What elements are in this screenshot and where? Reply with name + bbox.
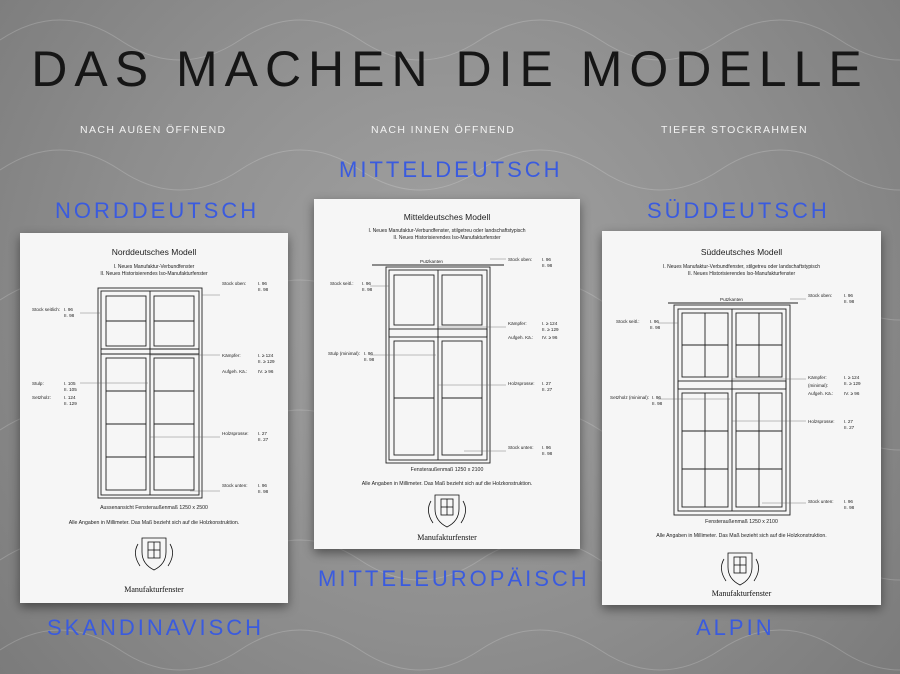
value-setzholz-1: I. 124 (64, 395, 76, 400)
value-holzsprosse-2: II. 27 (258, 437, 269, 442)
value-aufgeh: IV. ≥ 96 (258, 369, 274, 374)
label-setzholz: Setzholz: (32, 395, 51, 400)
value-stock-seitlich-1: I. 96 (64, 307, 73, 312)
label-kaempfer: Kämpfer: (508, 321, 527, 326)
value-setzholz-2: II. 98 (652, 401, 663, 406)
value-stock-oben-2: II. 98 (258, 287, 269, 292)
value-stock-oben-2: II. 98 (542, 263, 553, 268)
value-stulp-2: II. 105 (64, 387, 77, 392)
sheet-line-2: II. Neues Historisierendes Iso-Manufakturfenster (687, 271, 796, 277)
label-putzkanten: Putzkanten (720, 297, 743, 302)
value-stock-oben-1: I. 96 (844, 293, 853, 298)
label-stock-seitlich: Stock seitl.: (616, 319, 640, 324)
sheet-line-1: I. Neues Manufaktur-Verbundfenster (113, 264, 195, 270)
value-aufgeh: IV. ≥ 96 (844, 391, 860, 396)
sheet-title: Norddeutsches Modell (111, 247, 197, 257)
label-kaempfer: Kämpfer: (222, 353, 241, 358)
sheet-line-2: II. Neues Historisierendes Iso-Manufakturfenster (100, 271, 208, 277)
footnote: Alle Angaben in Millimeter. Das Maß bezieht sich auf die Holzkonstruktion. (361, 481, 533, 487)
value-stulp-1: I. 105 (64, 381, 76, 386)
label-mitteleuropaeisch: MITTELEUROPÄISCH (318, 566, 590, 591)
label-sueddeutsch: SÜDDEUTSCH (647, 198, 830, 223)
sheet-mitteldeutsches-modell (314, 199, 580, 549)
value-stock-seitlich-2: II. 98 (362, 287, 373, 292)
label-norddeutsch: NORDDEUTSCH (55, 198, 260, 223)
label-aufgeh: Aufgeh. Kä.: (808, 391, 834, 396)
label-holzsprosse: Holzsprosse: (508, 381, 535, 386)
window-drawing-sued (602, 231, 881, 605)
label-stock-seitlich: Stock seitlich: (32, 307, 61, 312)
value-kaempfer-1: I. ≥ 124 (542, 321, 558, 326)
label-holzsprosse: Holzsprosse: (808, 419, 835, 424)
label-skandinavisch: SKANDINAVISCH (47, 615, 265, 640)
value-stock-unten-2: II. 98 (258, 489, 269, 494)
value-holzsprosse-1: I. 27 (258, 431, 267, 436)
label-stock-unten: Stock unten: (508, 445, 534, 450)
sheet-title: Mitteldeutsches Modell (403, 212, 491, 222)
value-kaempfer-2: II. ≥ 129 (844, 381, 861, 386)
label-stulp: Stulp (minimal): (328, 351, 360, 356)
crest-logo (721, 553, 758, 585)
label-stock-oben: Stock oben: (508, 257, 533, 262)
value-holzsprosse-2: II. 27 (844, 425, 855, 430)
value-stock-seitlich-2: II. 98 (650, 325, 661, 330)
subtitle-outward: NACH AUßEN ÖFFNEND (80, 124, 227, 136)
value-kaempfer-2: II. ≥ 129 (258, 359, 275, 364)
value-kaempfer-1: I. ≥ 124 (258, 353, 274, 358)
brand-name: Manufakturfenster (711, 589, 772, 598)
footnote: Alle Angaben in Millimeter. Das Maß bezieht sich auf die Holzkonstruktion. (656, 533, 827, 539)
measure-text: Fensteraußenmaß 1250 x 2100 (410, 467, 484, 473)
value-stock-unten-1: I. 96 (844, 499, 853, 504)
value-stock-unten-1: I. 96 (258, 483, 267, 488)
value-kaempfer-1: I. ≥ 124 (844, 375, 860, 380)
sheet-line-1: I. Neues Manufaktur-Verbundfenster, stilgetreu oder landschaftstypisch (368, 228, 526, 234)
brand-name: Manufakturfenster (124, 585, 184, 594)
label-stock-unten: Stock unten: (808, 499, 834, 504)
window-drawing-nord (20, 233, 288, 603)
value-stock-oben-2: II. 98 (844, 299, 855, 304)
value-stock-unten-2: II. 98 (542, 451, 553, 456)
value-stock-seitlich-2: II. 98 (64, 313, 75, 318)
value-setzholz-1: I. 96 (652, 395, 661, 400)
label-alpin: ALPIN (696, 615, 775, 640)
sheet-title: Süddeutsches Modell (700, 247, 783, 257)
crest-logo (428, 495, 465, 527)
value-stock-unten-1: I. 96 (542, 445, 551, 450)
label-minimal: (minimal): (808, 383, 829, 388)
window-drawing-mittel (314, 199, 580, 549)
sheet-sueddeutsches-modell (602, 231, 881, 605)
value-stock-unten-2: II. 98 (844, 505, 855, 510)
brand-name: Manufakturfenster (417, 533, 477, 542)
value-holzsprosse-1: I. 27 (542, 381, 551, 386)
value-setzholz-2: II. 129 (64, 401, 77, 406)
label-stock-oben: Stock oben: (222, 281, 247, 286)
measure-text: Fensteraußenmaß 1250 x 2100 (705, 519, 778, 525)
label-putzkanten: Putzkanten (420, 259, 443, 264)
label-aufgeh: Aufgeh. Kä.: (222, 369, 248, 374)
label-mitteldeutsch: MITTELDEUTSCH (339, 157, 563, 182)
value-stock-seitlich-1: I. 96 (362, 281, 371, 286)
label-setzholz: Setzholz (minimal): (610, 395, 650, 400)
label-stock-seitlich: Stock seitl.: (330, 281, 354, 286)
value-holzsprosse-2: II. 27 (542, 387, 553, 392)
label-stock-oben: Stock oben: (808, 293, 833, 298)
value-stulp-2: II. 98 (364, 357, 375, 362)
value-stock-oben-1: I. 96 (542, 257, 551, 262)
measure-text: Aussenansicht Fensteraußenmaß 1250 x 2500 (100, 505, 208, 511)
label-kaempfer: Kämpfer: (808, 375, 827, 380)
label-holzsprosse: Holzsprosse: (222, 431, 249, 436)
label-stulp: Stulp: (32, 381, 44, 386)
value-stulp-1: I. 96 (364, 351, 373, 356)
sheet-line-1: I. Neues Manufaktur-Verbundfenster, stilgetreu oder landschaftstypisch (662, 264, 821, 270)
value-kaempfer-2: II. ≥ 129 (542, 327, 559, 332)
crest-logo (135, 538, 172, 570)
value-stock-oben-1: I. 96 (258, 281, 267, 286)
sheet-line-2: II. Neues Historisierendes Iso-Manufakturfenster (393, 235, 501, 241)
label-aufgeh: Aufgeh. Kä.: (508, 335, 534, 340)
value-holzsprosse-1: I. 27 (844, 419, 853, 424)
subtitle-deep-frame: TIEFER STOCKRAHMEN (661, 124, 808, 136)
label-stock-unten: Stock unten: (222, 483, 248, 488)
sheet-norddeutsches-modell (20, 233, 288, 603)
value-stock-seitlich-1: I. 96 (650, 319, 659, 324)
value-aufgeh: IV. ≥ 96 (542, 335, 558, 340)
subtitle-inward: NACH INNEN ÖFFNEND (371, 124, 516, 136)
page-title: DAS MACHEN DIE MODELLE (31, 41, 869, 97)
footnote: Alle Angaben in Millimeter. Das Maß bezieht sich auf die Holzkonstruktion. (68, 520, 240, 526)
